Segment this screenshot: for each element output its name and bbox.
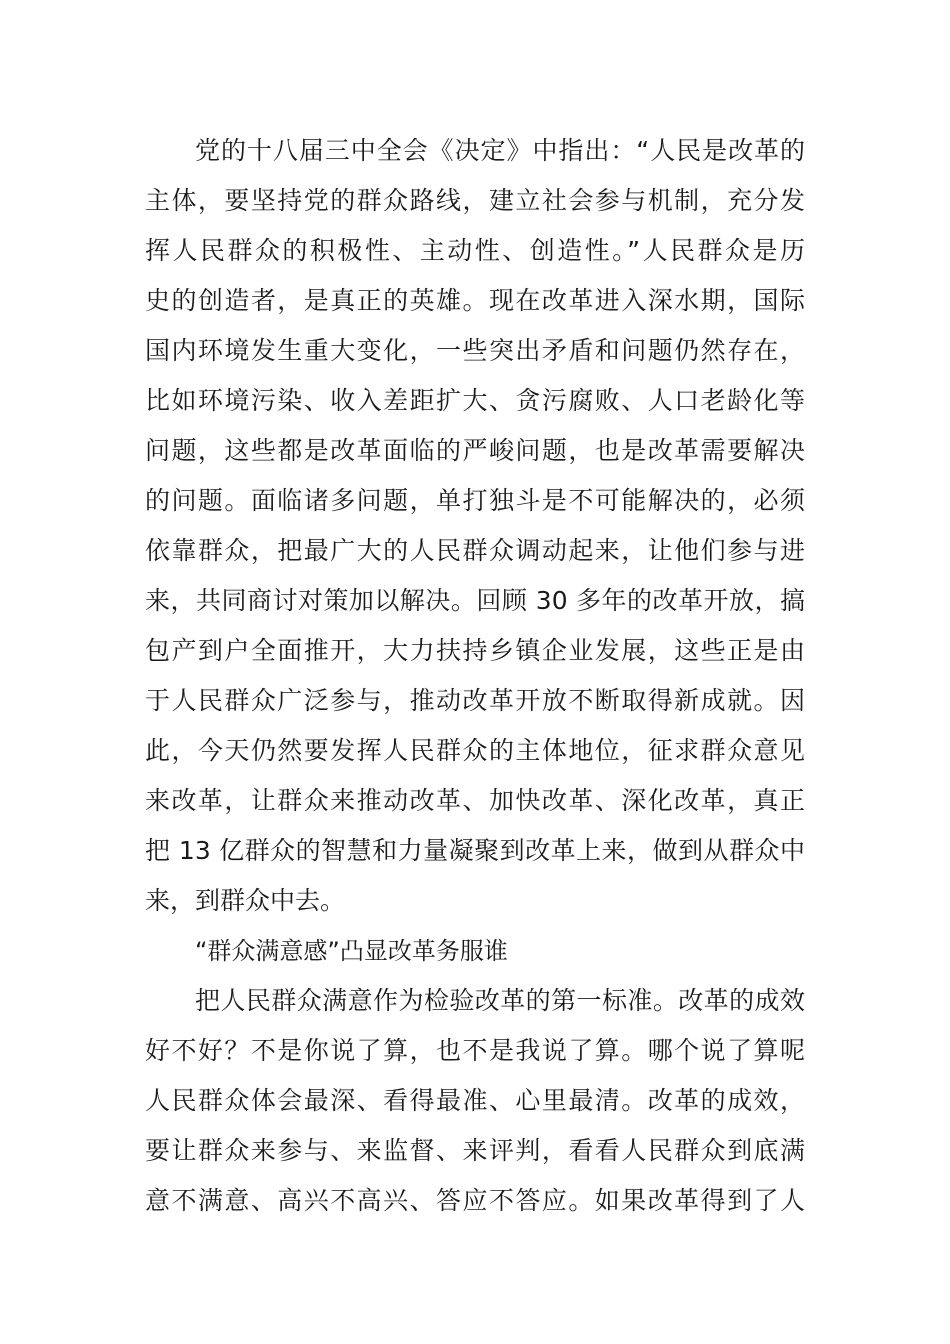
- text-line: 人民群众体会最深、看得最准、心里最清。改革的成效，: [145, 1086, 805, 1115]
- text-line: 要让群众来参与、来监督、来评判，看看人民群众到底满: [145, 1136, 805, 1165]
- text-line: 的问题。面临诸多问题，单打独斗是不可能解决的，必须: [145, 486, 805, 515]
- text-line: 国内环境发生重大变化，一些突出矛盾和问题仍然存在，: [145, 336, 805, 365]
- text-line: 依靠群众，把最广大的人民群众调动起来，让他们参与进: [145, 536, 805, 565]
- text-line: 意不满意、高兴不高兴、答应不答应。如果改革得到了人: [145, 1186, 805, 1215]
- text-line: 来改革，让群众来推动改革、加快改革、深化改革，真正: [145, 786, 805, 815]
- text-line: 比如环境污染、收入差距扩大、贪污腐败、人口老龄化等: [145, 386, 805, 415]
- text-line: 问题，这些都是改革面临的严峻问题，也是改革需要解决: [145, 436, 805, 465]
- text-line: 来，共同商讨对策加以解决。回顾 30 多年的改革开放，搞: [145, 586, 805, 615]
- text-line: 史的创造者，是真正的英雄。现在改革进入深水期，国际: [145, 286, 805, 315]
- text-line: 包产到户全面推开，大力扶持乡镇企业发展，这些正是由: [145, 636, 805, 665]
- section-heading: “群众满意感”凸显改革务服谁: [195, 937, 508, 965]
- text-line: 党的十八届三中全会《决定》中指出：“人民是改革的: [195, 136, 805, 165]
- text-line: 挥人民群众的积极性、主动性、创造性。”人民群众是历: [145, 236, 805, 265]
- text-line: 主体，要坚持党的群众路线，建立社会参与机制，充分发: [145, 186, 805, 215]
- text-line: 好不好？不是你说了算，也不是我说了算。哪个说了算呢: [145, 1036, 805, 1065]
- text-line: 把人民群众满意作为检验改革的第一标准。改革的成效: [195, 986, 805, 1015]
- text-line: 此，今天仍然要发挥人民群众的主体地位，征求群众意见: [145, 736, 805, 765]
- text-line: 来，到群众中去。: [145, 886, 346, 915]
- text-line: 把 13 亿群众的智慧和力量凝聚到改革上来，做到从群众中: [145, 836, 805, 865]
- text-line: 于人民群众广泛参与，推动改革开放不断取得新成就。因: [145, 686, 805, 715]
